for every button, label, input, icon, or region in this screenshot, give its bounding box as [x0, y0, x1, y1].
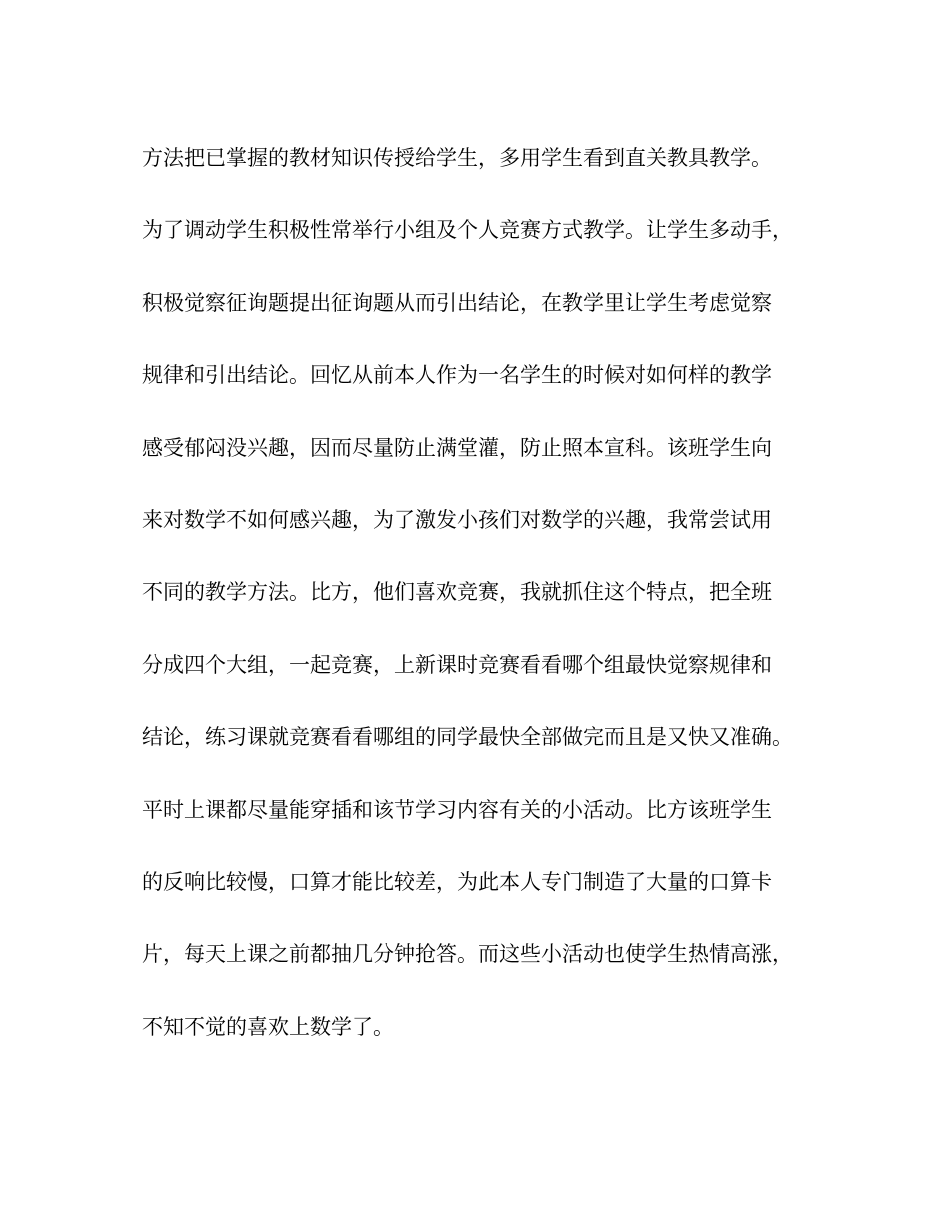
text-line-6: 来对数学不如何感兴趣，为了激发小孩们对数学的兴趣，我常尝试用 [142, 507, 772, 532]
text-line-7: 不同的教学方法。比方，他们喜欢竞赛，我就抓住这个特点，把全班 [142, 580, 772, 605]
text-line-11: 的反响比较慢，口算才能比较差，为此本人专门制造了大量的口算卡 [142, 869, 772, 894]
body-text [142, 140, 822, 1081]
text-line-9: 结论，练习课就竞赛看看哪组的同学最快全部做完而且是又快又准确。 [142, 725, 793, 750]
text-line-2: 为了调动学生积极性常举行小组及个人竞赛方式教学。让学生多动手， [142, 218, 793, 243]
text-line-1: 方法把已掌握的教材知识传授给学生，多用学生看到直关教具教学。 [142, 146, 772, 170]
text-line-3: 积极觉察征询题提出征询题从而引出结论，在教学里让学生考虑觉察 [142, 290, 772, 315]
text-line-5: 感受郁闷没兴趣，因而尽量防止满堂灌，防止照本宣科。该班学生向 [142, 435, 772, 460]
text-line-12: 片，每天上课之前都抽几分钟抢答。而这些小活动也使学生热情高涨， [142, 942, 793, 967]
text-line-4: 规律和引出结论。回忆从前本人作为一名学生的时候对如何样的教学 [142, 363, 772, 388]
text-line-8: 分成四个大组，一起竞赛，上新课时竞赛看看哪个组最快觉察规律和 [142, 652, 772, 677]
text-line-13: 不知不觉的喜欢上数学了。 [142, 1014, 394, 1039]
text-line-10: 平时上课都尽量能穿插和该节学习内容有关的小活动。比方该班学生 [142, 797, 772, 822]
